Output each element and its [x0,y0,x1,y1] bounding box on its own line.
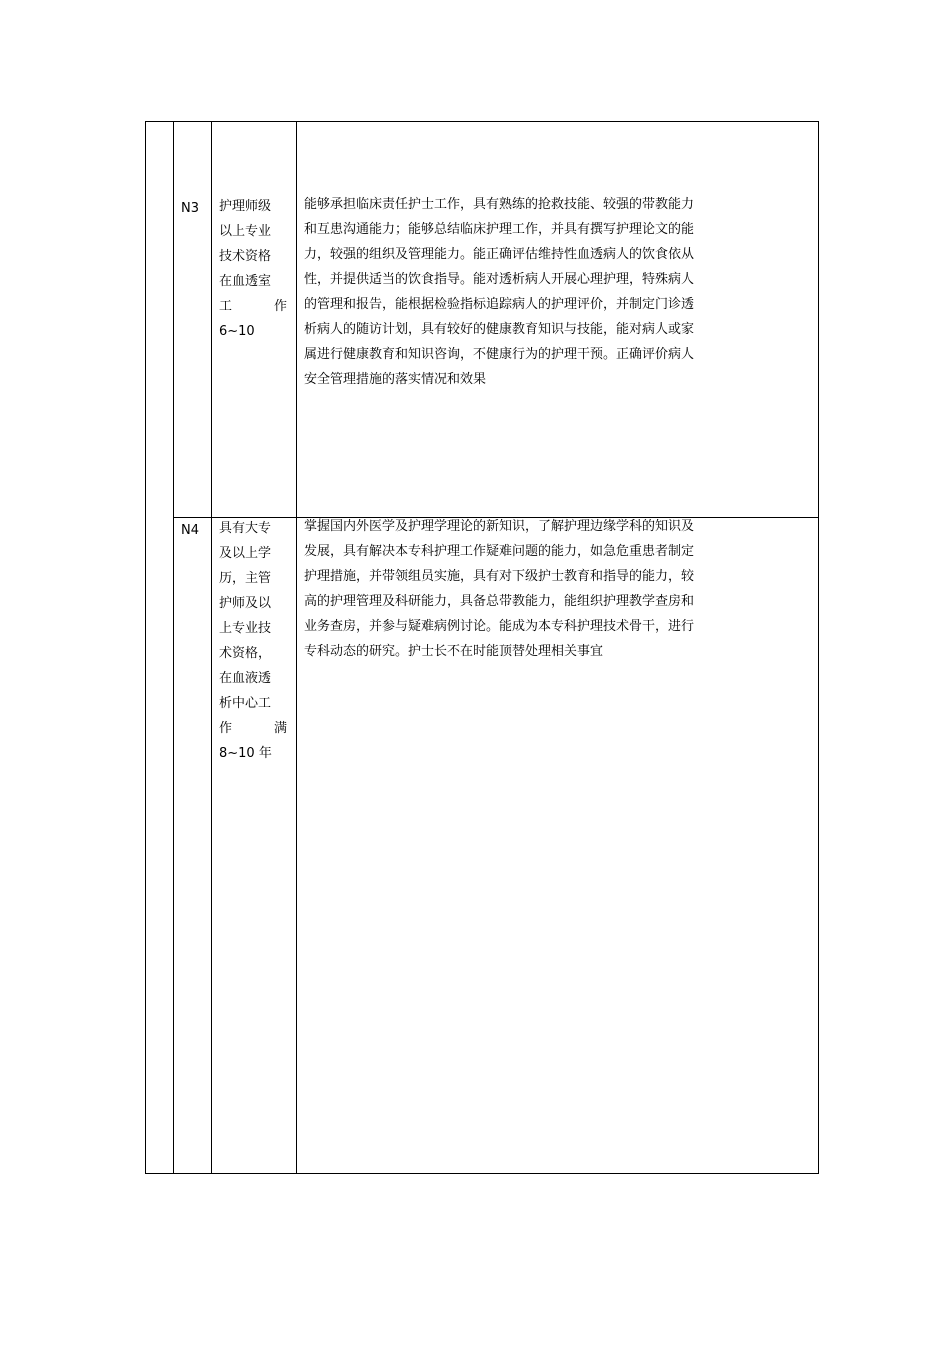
qualification-line: 护师及以 [219,596,272,611]
qualification-line: 技术资格 [219,249,272,264]
qualification-line: 在血液透 [219,671,272,686]
description-line: 护理措施，并带领组员实施，具有对下级护士教育和指导的能力，较 [304,569,695,584]
qualification-line: 以上专业 [219,224,272,239]
description-line: 专科动态的研究。护士长不在时能顶替处理相关事宜 [304,644,604,659]
qualification-line [219,716,287,741]
nurse-level-table [145,121,819,1174]
description-line: 析病人的随访计划，具有较好的健康教育知识与技能，能对病人或家 [304,322,695,337]
qualification-cell-n4 [219,516,287,766]
qualification-word: 作 [273,299,287,314]
description-cell-n3 [304,192,756,392]
qualification-line: 6~10 [219,324,255,339]
description-line: 安全管理措施的落实情况和效果 [304,372,487,387]
qualification-line: 及以上学 [219,546,272,561]
description-line: 业务查房，并参与疑难病例讨论。能成为本专科护理技术骨干，进行 [304,619,695,634]
qualification-line: 护理师级 [219,199,272,214]
level-label-n3: N3 [181,201,199,216]
description-line: 掌握国内外医学及护理学理论的新知识，了解护理边缘学科的知识及 [304,519,695,534]
description-line: 的管理和报告，能根据检验指标追踪病人的护理评价，并制定门诊透 [304,297,695,312]
qualification-word: 满 [273,721,287,736]
qualification-line: 在血透室 [219,274,272,289]
qualification-line: 历，主管 [219,571,272,586]
qualification-word: 作 [219,721,233,736]
qualification-line: 上专业技 [219,621,272,636]
description-line: 发展，具有解决本专科护理工作疑难问题的能力，如急危重患者制定 [304,544,695,559]
description-line: 能够承担临床责任护士工作，具有熟练的抢救技能、较强的带教能力 [304,197,695,212]
qualification-line [219,294,287,319]
qualification-line: 术资格， [219,646,272,661]
column-divider-1 [173,122,174,1173]
description-line: 和互患沟通能力；能够总结临床护理工作，并具有撰写护理论文的能 [304,222,695,237]
level-label-n4: N4 [181,523,199,538]
description-line: 性，并提供适当的饮食指导。能对透析病人开展心理护理，特殊病人 [304,272,695,287]
description-line: 力，较强的组织及管理能力。能正确评估维持性血透病人的饮食依从 [304,247,695,262]
qualification-line: 8~10 年 [219,746,272,761]
qualification-word: 工 [219,299,233,314]
description-line: 高的护理管理及科研能力，具备总带教能力，能组织护理教学查房和 [304,594,695,609]
description-cell-n4 [304,514,756,664]
description-line: 属进行健康教育和知识咨询，不健康行为的护理干预。正确评价病人 [304,347,695,362]
column-divider-2 [211,122,212,1173]
column-divider-3 [296,122,297,1173]
qualification-line: 具有大专 [219,521,272,536]
qualification-cell-n3 [219,194,287,344]
qualification-line: 析中心工 [219,696,272,711]
